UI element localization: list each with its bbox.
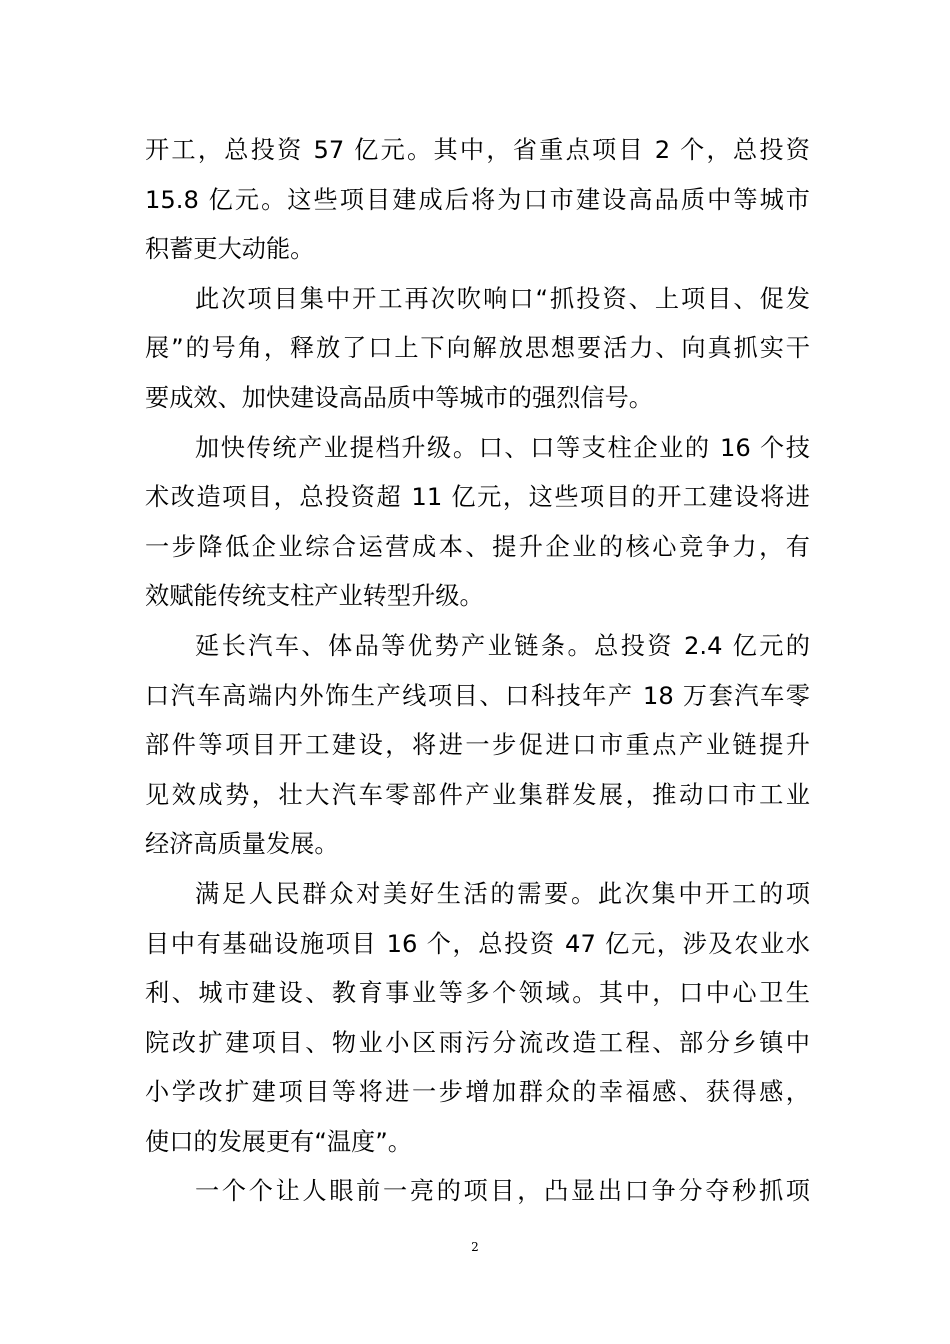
paragraph-6 xyxy=(145,1167,810,1217)
text-line: 展”的号角，释放了口上下向解放思想要活力、向真抓实干 xyxy=(145,334,810,363)
text-line: 15.8 亿元。这些项目建成后将为口市建设高品质中等城市 xyxy=(145,185,810,214)
text-line: 部件等项目开工建设，将进一步促进口市重点产业链提升 xyxy=(145,731,810,760)
paragraph-3 xyxy=(145,424,810,622)
paragraph-2 xyxy=(145,275,810,424)
text-line: 使口的发展更有“温度”。 xyxy=(145,1127,412,1156)
text-line: 要成效、加快建设高品质中等城市的强烈信号。 xyxy=(145,383,653,412)
text-line: 开工，总投资 57 亿元。其中，省重点项目 2 个，总投资 xyxy=(145,136,810,164)
text-line: 目中有基础设施项目 16 个，总投资 47 亿元，涉及农业水 xyxy=(145,929,810,958)
paragraph-4 xyxy=(145,622,810,870)
text-line: 术改造项目，总投资超 11 亿元，这些项目的开工建设将进 xyxy=(145,483,810,512)
text-line: 此次项目集中开工再次吹响口“抓投资、上项目、促发 xyxy=(195,284,810,313)
paragraph-5 xyxy=(145,870,810,1168)
text-line: 积蓄更大动能。 xyxy=(145,235,315,264)
page-number: 2 xyxy=(471,1240,479,1254)
text-line: 延长汽车、体品等优势产业链条。总投资 2.4 亿元的 xyxy=(195,631,810,660)
text-line: 利、城市建设、教育事业等多个领域。其中，口中心卫生 xyxy=(145,979,810,1008)
text-line: 一步降低企业综合运营成本、提升企业的核心竞争力，有 xyxy=(145,532,810,561)
text-line: 口汽车高端内外饰生产线项目、口科技年产 18 万套汽车零 xyxy=(145,681,810,710)
text-line: 小学改扩建项目等将进一步增加群众的幸福感、获得感， xyxy=(145,1078,810,1107)
text-line: 满足人民群众对美好生活的需要。此次集中开工的项 xyxy=(195,879,810,908)
text-line: 见效成势，壮大汽车零部件产业集群发展，推动口市工业 xyxy=(145,780,810,809)
text-line: 一个个让人眼前一亮的项目，凸显出口争分夺秒抓项 xyxy=(195,1177,810,1206)
paragraph-1 xyxy=(145,126,810,275)
text-line: 院改扩建项目、物业小区雨污分流改造工程、部分乡镇中 xyxy=(145,1028,810,1057)
text-line: 效赋能传统支柱产业转型升级。 xyxy=(145,582,484,611)
text-line: 经济高质量发展。 xyxy=(145,830,339,859)
text-line: 加快传统产业提档升级。口、口等支柱企业的 16 个技 xyxy=(195,433,810,462)
document-body xyxy=(145,126,810,1217)
